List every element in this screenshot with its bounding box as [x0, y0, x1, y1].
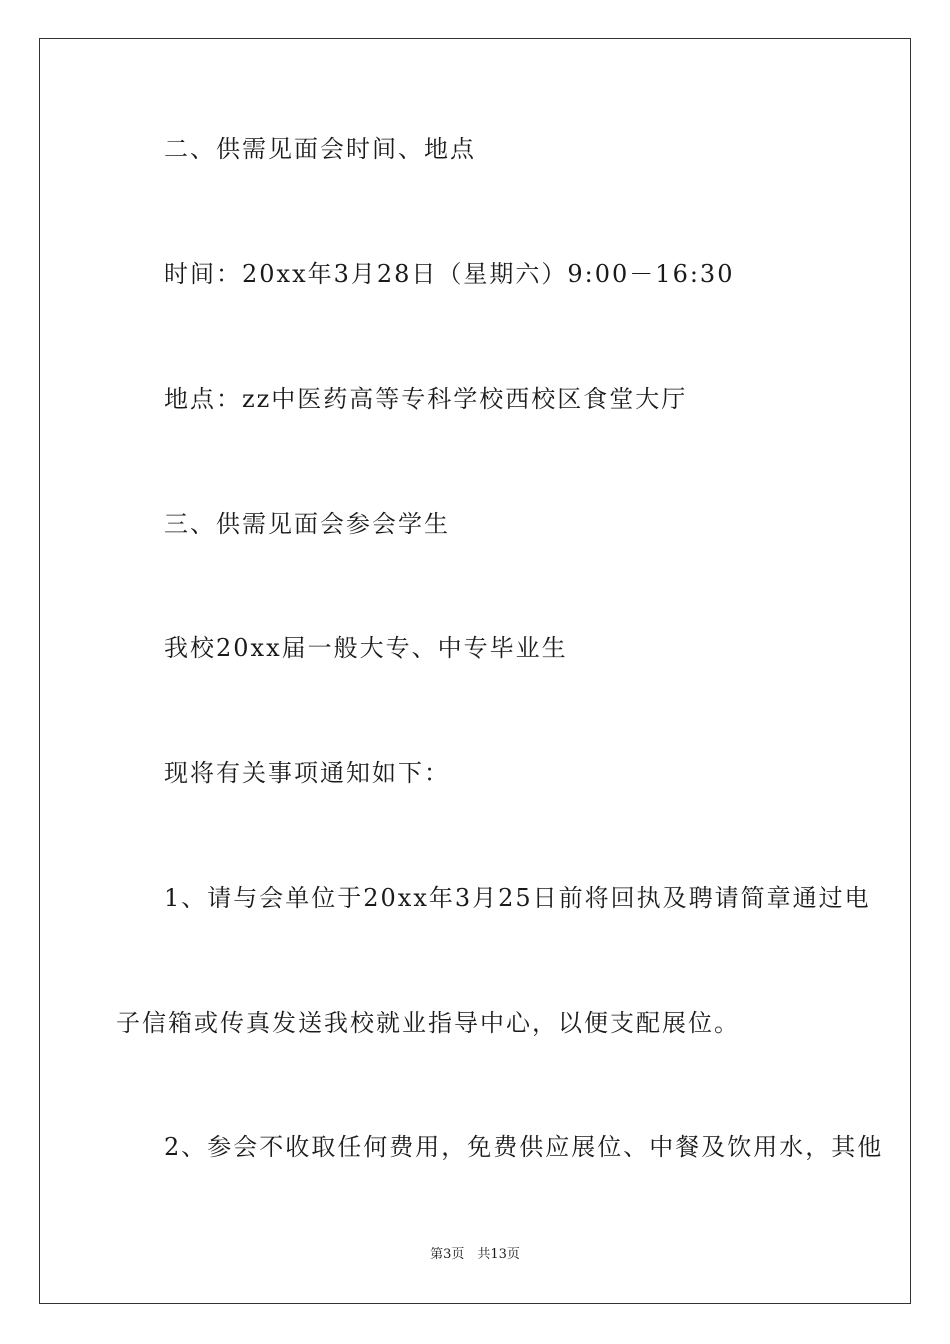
page-number-footer: 第3页 共13页: [430, 1247, 520, 1262]
paragraph-item-1-line-2: 子信箱或传真发送我校就业指导中心，以便支配展位。: [116, 1009, 740, 1037]
paragraph-item-1-line-1: 1、请与会单位于20xx年3月25日前将回执及聘请简章通过电: [164, 884, 871, 912]
paragraph-notice-intro: 现将有关事项通知如下：: [164, 759, 450, 787]
page-border: [39, 38, 911, 1304]
paragraph-item-2-line-1: 2、参会不收取任何费用，免费供应展位、中餐及饮用水，其他: [164, 1133, 884, 1161]
section-heading-time-location: 二、供需见面会时间、地点: [164, 135, 476, 163]
paragraph-location: 地点：zz中医药高等专科学校西校区食堂大厅: [164, 385, 688, 413]
paragraph-time: 时间：20xx年3月28日（星期六）9:00－16:30: [164, 260, 735, 288]
paragraph-students: 我校20xx届一般大专、中专毕业生: [164, 634, 568, 662]
section-heading-students: 三、供需见面会参会学生: [164, 510, 450, 538]
